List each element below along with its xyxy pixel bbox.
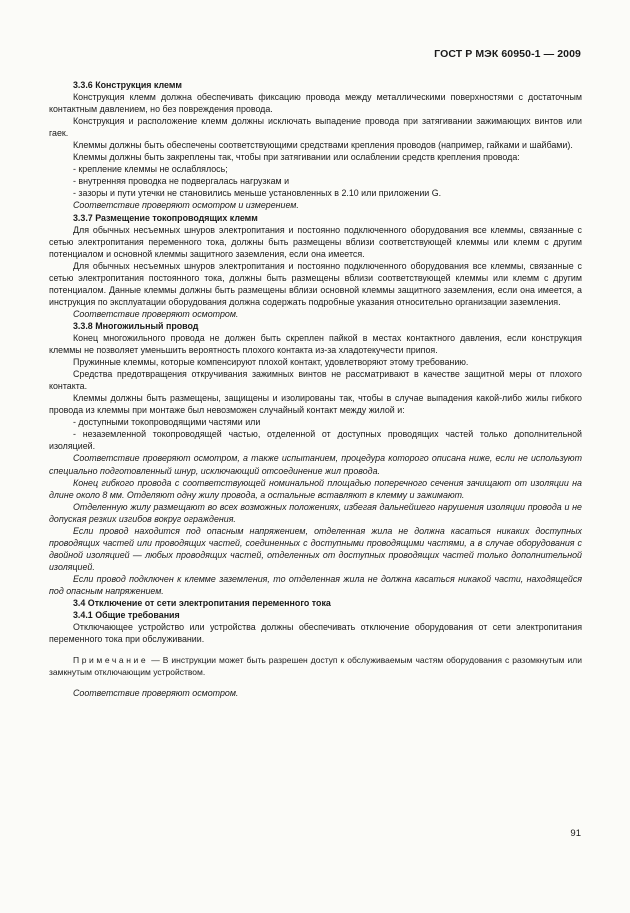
section-heading: 3.3.7 Размещение токопроводящих клемм bbox=[73, 212, 258, 223]
note-text: — В инструкции может быть разрешен доступ к обслуживаемым частям оборудования с разомкнутым или замкнутым отключающим устройством. bbox=[49, 655, 582, 678]
paragraph: Клеммы должны быть обеспечены соответствующими средствами крепления проводов (например, гайками и шайбами). bbox=[73, 140, 573, 151]
list-item: - крепление клеммы не ослаблялось; bbox=[73, 164, 228, 175]
paragraph: Конструкция клемм должна обеспечивать фиксацию провода между металлическими поверхностями с достаточным контактным давлением, но без повреждения провода. bbox=[49, 92, 582, 115]
list-item: - внутренняя проводка не подвергалась нагрузкам и bbox=[73, 176, 290, 187]
test-procedure: Конец гибкого провода с соответствующей номинальной площадью поперечного сечения зачищают от изоляции на длине около 8 мм. Отделяют одну жилу провода, а остальные вставляют в клемму и зажимают. bbox=[49, 477, 582, 500]
paragraph: Конструкция и расположение клемм должны исключать выпадение провода при затягивании зажимающих винтов или гаек. bbox=[49, 116, 582, 139]
section-heading: 3.4.1 Общие требования bbox=[73, 610, 180, 621]
section-heading: 3.4 Отключение от сети электропитания переменного тока bbox=[73, 598, 331, 609]
note bbox=[49, 654, 582, 678]
document-body bbox=[49, 79, 582, 699]
compliance-note: Соответствие проверяют осмотром. bbox=[73, 308, 239, 319]
compliance-note: Соответствие проверяют осмотром и измерением. bbox=[73, 200, 299, 211]
paragraph: Отключающее устройство или устройства должны обеспечивать отключение оборудования от сети электропитания переменного тока при обслуживании. bbox=[49, 622, 582, 645]
paragraph: Конец многожильного провода не должен быть скреплен пайкой в местах контактного давления, если конструкция клеммы не позволяет уменьшить вероятность плохого контакта из-за хладотекучести припоя. bbox=[49, 332, 582, 356]
test-procedure: Если провод подключен к клемме заземления, то отделенная жила не должна касаться никакой части, находящейся под опасным напряжением. bbox=[49, 573, 582, 596]
paragraph: Для обычных несъемных шнуров электропитания и постоянно подключенного оборудования все клеммы, связанные с сетью электропитания постоянного тока, должны быть размещены вблизи соответствующей клеммы или клемм с другим потенциалом. Данные клеммы должны быть размещены вблизи основной клеммы защитного заземления, если она имеется, а инструкция по эксплуатации оборудования должна содержать подробные указания относительно организации заземления. bbox=[49, 260, 582, 307]
page-header: ГОСТ Р МЭК 60950-1 — 2009 bbox=[434, 48, 581, 60]
list-item: - незаземленной токопроводящей частью, отделенной от доступных проводящих частей только дополнительной изоляцией. bbox=[49, 429, 582, 452]
page-number: 91 bbox=[570, 828, 581, 839]
paragraph: Клеммы должны быть размещены, защищены и изолированы так, чтобы в случае выпадения какой-либо жилы гибкого провода из клеммы при монтаже был невозможен случайный контакт между жилой и: bbox=[49, 393, 582, 416]
paragraph: Для обычных несъемных шнуров электропитания и постоянно подключенного оборудования все клеммы, связанные с сетью электропитания переменного тока, должны быть размещены вблизи соответствующей клеммы или клемм с другим потенциалом и основной клеммы защитного заземления, если она имеется. bbox=[49, 224, 582, 259]
test-procedure: Отделенную жилу размещают во всех возможных положениях, избегая дальнейшего нарушения изоляции провода и не допуская резких изгибов вокруг ограждения. bbox=[49, 501, 582, 524]
note-label: Примечание bbox=[73, 655, 149, 666]
compliance-note: Соответствие проверяют осмотром. bbox=[73, 688, 239, 699]
section-heading: 3.3.6 Конструкция клемм bbox=[73, 80, 182, 90]
paragraph: Средства предотвращения откручивания зажимных винтов не рассматривают в качестве защитной меры от плохого контакта. bbox=[49, 369, 582, 392]
list-item: - доступными токопроводящими частями или bbox=[73, 417, 261, 428]
section-heading: 3.3.8 Многожильный провод bbox=[73, 320, 199, 331]
paragraph: Клеммы должны быть закреплены так, чтобы при затягивании или ослаблении средств крепления провода: bbox=[73, 152, 520, 163]
compliance-note: Соответствие проверяют осмотром, а также испытанием, процедура которого описана ниже, если не используют специально подготовленный шнур, исключающий отсоединение жил провода. bbox=[49, 453, 582, 476]
test-procedure: Если провод находится под опасным напряжением, отделенная жила не должна касаться никаких доступных проводящих частей или проводящих частей, соединенных с доступными проводящими частями, а в случае оборудования с двойной изоляцией — любых проводящих частей, отделенных от доступных проводящих частей только дополнительной изоляцией. bbox=[49, 525, 582, 572]
list-item: - зазоры и пути утечки не становились меньше установленных в 2.10 или приложении G. bbox=[73, 188, 442, 199]
paragraph: Пружинные клеммы, которые компенсируют плохой контакт, удовлетворяют этому требованию. bbox=[73, 357, 469, 368]
